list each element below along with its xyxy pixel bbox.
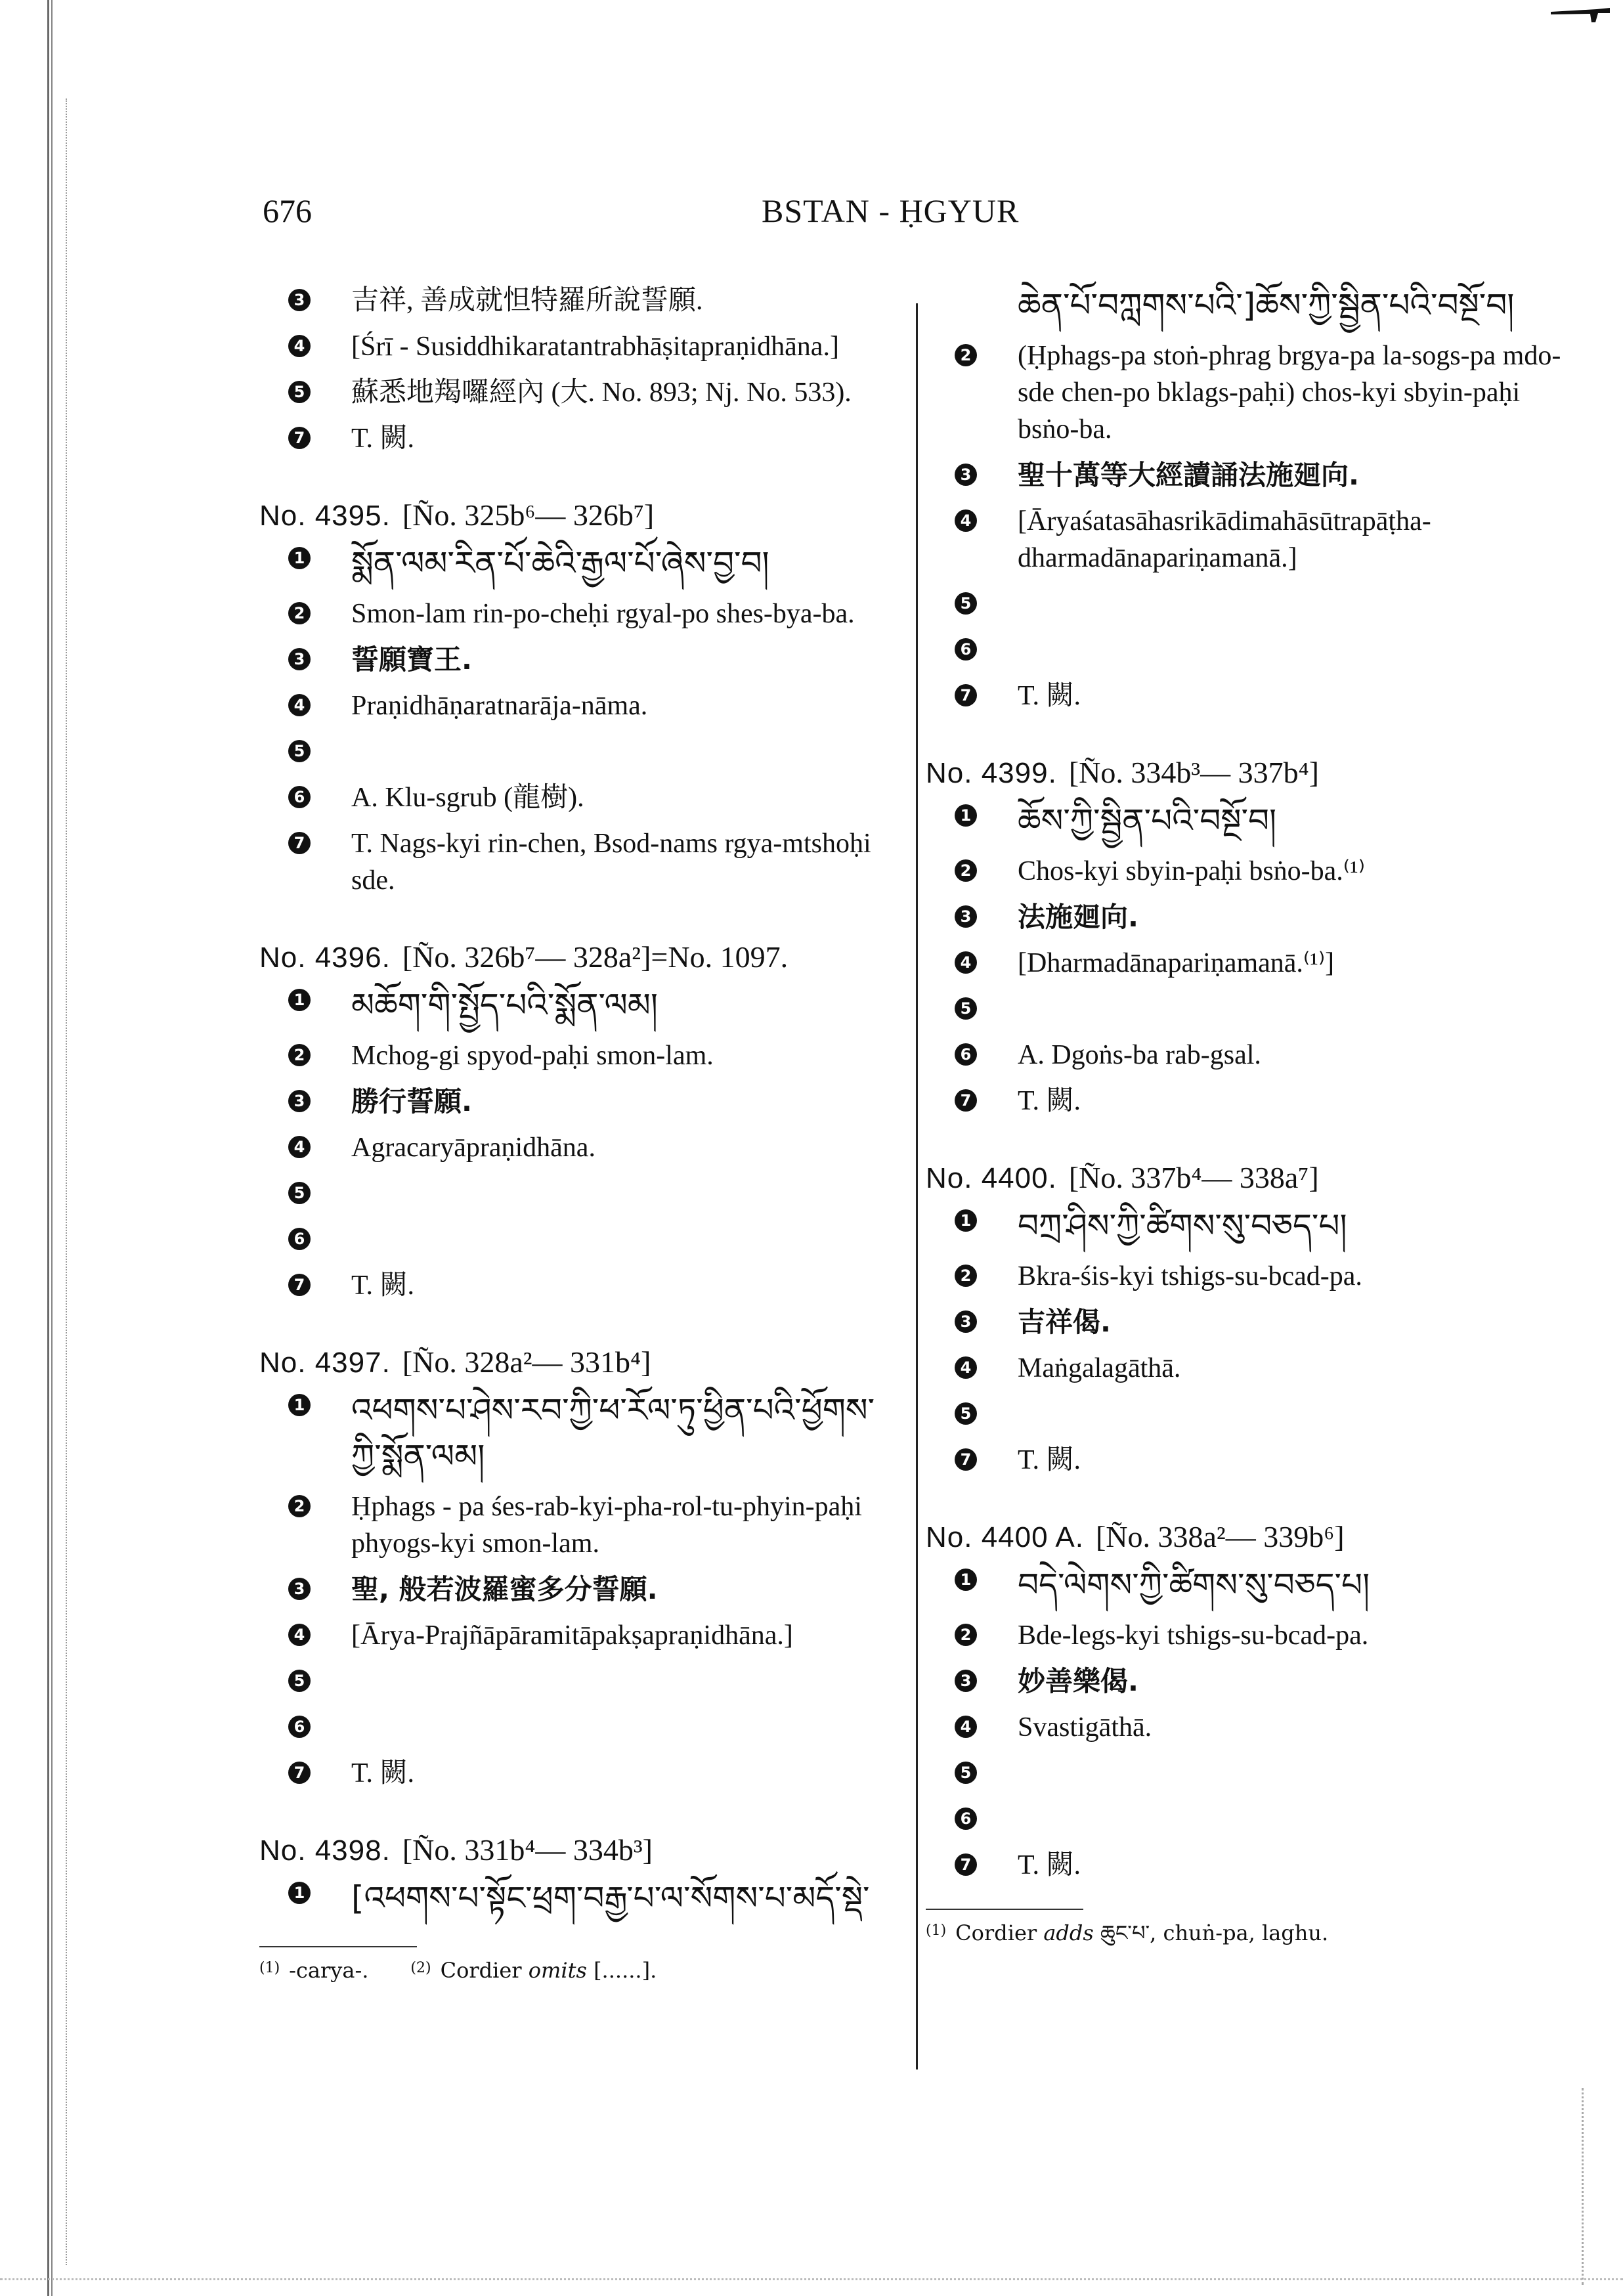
entry-field <box>259 1267 899 1304</box>
field-text: Bde-legs-kyi tshigs-su-bcad-pa. <box>1018 1620 1369 1651</box>
entry-field <box>926 503 1576 576</box>
entry-field <box>926 632 1576 668</box>
field-text: Chos-kyi sbyin-paḥi bsṅo-ba.⁽¹⁾ <box>1018 856 1366 886</box>
entry-field <box>259 1617 899 1654</box>
entry-field <box>926 1203 1576 1249</box>
entry-number: No. 4399. <box>926 757 1057 789</box>
tibetan-title: བཀྲ་ཤིས་ཀྱི་ཚིགས་སུ་བཅད་པ། <box>1018 1207 1347 1245</box>
folio-reference: [Ño. 334b³— 337b⁴] <box>1068 756 1319 789</box>
entry-heading <box>259 495 899 536</box>
footnote-rule <box>926 1909 1083 1910</box>
field-marker: 7 <box>955 1089 977 1112</box>
field-marker: 4 <box>288 694 311 716</box>
field-marker: 1 <box>288 989 311 1011</box>
page-number: 676 <box>263 192 312 229</box>
entry-field <box>926 1847 1576 1884</box>
continued-entry <box>926 282 1576 714</box>
field-marker: 4 <box>955 509 977 532</box>
field-text: 聖, 般若波羅蜜多分誓願. <box>351 1573 658 1605</box>
field-marker: 1 <box>288 1882 311 1904</box>
page-header <box>263 192 1090 244</box>
entry-field <box>926 1258 1576 1295</box>
entry-field <box>926 1037 1576 1073</box>
entry-number: No. 4395. <box>259 500 391 532</box>
entry-field <box>926 1304 1576 1341</box>
entry-heading <box>926 752 1576 794</box>
field-marker: 7 <box>955 1853 977 1876</box>
folio-reference: [Ño. 337b⁴— 338a⁷] <box>1068 1161 1319 1194</box>
entry-field <box>926 1801 1576 1838</box>
field-marker: 2 <box>288 1495 311 1517</box>
entry-field <box>259 1571 899 1608</box>
entry-field <box>259 1875 899 1921</box>
field-marker: 7 <box>955 1448 977 1471</box>
scan-edge-dots <box>66 98 70 2265</box>
entry-field <box>259 1221 899 1258</box>
entry-field <box>259 982 899 1028</box>
field-marker: 3 <box>955 1670 977 1692</box>
field-text: [Āryaśatasāhasrikādimahāsūtrapāṭha-dharmadānapariṇamanā.] <box>1018 506 1431 573</box>
field-marker: 4 <box>288 1136 311 1158</box>
field-marker: 3 <box>288 289 311 311</box>
entry-field <box>926 1755 1576 1792</box>
field-text: A. Dgoṅs-ba rab-gsal. <box>1018 1040 1261 1070</box>
field-text: [Śrī - Susiddhikaratantrabhāṣitapraṇidhāna.] <box>351 332 839 362</box>
entry-field <box>926 1442 1576 1479</box>
entry-field <box>259 1083 899 1120</box>
field-marker: 4 <box>288 1624 311 1646</box>
field-text: A. Klu-sgrub (龍樹). <box>351 783 584 813</box>
field-marker: 5 <box>955 997 977 1020</box>
entry-number: No. 4398. <box>259 1834 391 1867</box>
entry-field <box>259 687 899 724</box>
tibetan-title: [འཕགས་པ་སྟོང་ཕྲག་བརྒྱ་པ་ལ་སོགས་པ་མདོ་སྡེ་ <box>351 1879 870 1917</box>
field-text: 吉祥, 善成就怛特羅所說誓願. <box>351 286 703 316</box>
entry-field <box>926 991 1576 1028</box>
field-text: Praṇidhāṇaratnarāja-nāma. <box>351 691 648 721</box>
entry-field <box>926 899 1576 936</box>
scan-edge-right <box>1582 2088 1603 2285</box>
field-marker: 3 <box>288 1090 311 1112</box>
entry-field <box>926 853 1576 890</box>
footnotes <box>259 1955 899 1983</box>
entry-field <box>926 282 1576 328</box>
entry-field <box>926 457 1576 494</box>
field-text: [Dharmadānapariṇamanā.⁽¹⁾] <box>1018 948 1335 978</box>
entry-field <box>259 596 899 632</box>
footnote <box>926 1920 1328 1945</box>
field-text: Mchog-gi spyod-paḥi smon-lam. <box>351 1041 714 1071</box>
footnote-text: Cordier <box>955 1920 1037 1945</box>
field-marker: 2 <box>288 602 311 624</box>
entry-field <box>259 328 899 365</box>
field-marker: 1 <box>955 1569 977 1591</box>
scan-edge-bottom <box>0 2278 1623 2280</box>
entry-number: No. 4397. <box>259 1347 391 1379</box>
field-text: 吉祥偈. <box>1018 1306 1111 1338</box>
entry-number: No. 4400 A. <box>926 1521 1084 1553</box>
entry-field <box>926 1663 1576 1700</box>
field-text: T. 闕. <box>1018 1850 1081 1880</box>
field-marker: 7 <box>288 1274 311 1296</box>
field-marker: 5 <box>288 740 311 762</box>
footnote-rule <box>259 1946 417 1947</box>
entry-gap <box>926 714 1576 752</box>
entry-field <box>926 945 1576 982</box>
entry-field <box>259 282 899 319</box>
field-text: Maṅgalagāthā. <box>1018 1353 1181 1383</box>
entry-gap <box>259 1792 899 1830</box>
entry-field <box>259 1709 899 1746</box>
field-text: T. 闕. <box>1018 681 1081 711</box>
field-marker: 3 <box>288 648 311 670</box>
field-text: 妙善樂偈. <box>1018 1665 1138 1697</box>
entry-heading <box>259 1342 899 1383</box>
footnote-text: [......]. <box>594 1958 657 1983</box>
field-marker: 7 <box>955 684 977 706</box>
entry-field <box>259 540 899 586</box>
field-text: [Ārya-Prajñāpāramitāpakṣapraṇidhāna.] <box>351 1620 793 1651</box>
running-head: BSTAN - ḤGYUR <box>762 192 1020 229</box>
right-column <box>926 282 1576 1946</box>
entry-field <box>259 1037 899 1074</box>
entry-field <box>259 733 899 770</box>
column-divider <box>916 303 918 2069</box>
field-marker: 5 <box>288 1182 311 1204</box>
field-marker: 7 <box>288 427 311 449</box>
field-marker: 6 <box>955 1808 977 1830</box>
field-text: 法施廻向. <box>1018 901 1138 933</box>
entry-field <box>259 1755 899 1792</box>
catalog-entry <box>259 1830 899 1921</box>
field-marker: 3 <box>955 1310 977 1333</box>
entry-heading <box>926 1517 1576 1558</box>
entry-gap <box>259 1304 899 1342</box>
entry-number: No. 4396. <box>259 942 391 974</box>
entry-number: No. 4400. <box>926 1162 1057 1194</box>
field-marker: 3 <box>955 464 977 486</box>
entry-field <box>926 1396 1576 1433</box>
field-text: 聖十萬等大經讀誦法施廻向. <box>1018 459 1359 491</box>
tibetan-title: སྨོན་ལམ་རིན་པོ་ཆེའི་རྒྱལ་པོ་ཞེས་བྱ་བ། <box>351 544 769 582</box>
folio-reference: [Ño. 328a²— 331b⁴] <box>402 1345 651 1379</box>
field-marker: 3 <box>288 1578 311 1600</box>
footnote-mark: (1) <box>259 1960 280 1976</box>
entry-heading <box>259 937 899 978</box>
folio-reference: [Ño. 326b⁷— 328a²]=No. 1097. <box>402 940 789 974</box>
field-text: T. 闕. <box>351 1758 415 1788</box>
field-marker: 7 <box>288 832 311 854</box>
entry-field <box>926 1617 1576 1654</box>
field-marker: 5 <box>955 1402 977 1425</box>
footnote-text: -carya-. <box>289 1958 369 1983</box>
field-marker: 6 <box>288 1716 311 1738</box>
field-marker: 3 <box>955 905 977 928</box>
entry-field <box>926 678 1576 714</box>
field-marker: 2 <box>955 1624 977 1646</box>
footnote-emphasis: omits <box>528 1958 587 1983</box>
tibetan-title: བདེ་ལེགས་ཀྱི་ཚིགས་སུ་བཅད་པ། <box>1018 1566 1370 1604</box>
field-marker: 7 <box>288 1762 311 1784</box>
entry-field <box>926 1350 1576 1387</box>
field-text: T. 闕. <box>1018 1086 1081 1116</box>
tibetan-title: ཆོས་ཀྱི་སྦྱིན་པའི་བསྔོ་བ། <box>1018 802 1277 840</box>
field-marker: 6 <box>955 638 977 661</box>
field-text: 誓願寶王. <box>351 643 472 676</box>
catalog-entry <box>259 495 899 899</box>
entry-field <box>259 825 899 899</box>
field-marker: 6 <box>288 786 311 808</box>
entry-gap <box>259 899 899 937</box>
field-marker: 4 <box>955 1716 977 1738</box>
field-text: T. 闕. <box>351 1270 415 1301</box>
tibetan-title: འཕགས་པ་ཤེས་རབ་ཀྱི་ཕ་རོལ་ཏུ་ཕྱིན་པའི་ཕྱོགས་ཀྱི་སྨོན་ལམ། <box>351 1391 875 1475</box>
footnote-text: Cordier <box>440 1958 522 1983</box>
entry-field <box>259 1175 899 1212</box>
entry-gap <box>926 1119 1576 1158</box>
field-marker: 5 <box>288 381 311 403</box>
footnote-mark: (1) <box>926 1922 947 1939</box>
footnote-emphasis: adds <box>1043 1920 1094 1945</box>
tibetan-title: ཆེན་པོ་བཀླགས་པའི་]ཆོས་ཀྱི་སྦྱིན་པའི་བསྔོ་བ། <box>1018 286 1515 324</box>
field-marker: 2 <box>288 1044 311 1066</box>
field-marker: 5 <box>955 1762 977 1784</box>
field-text: 蘇悉地羯囉經內 (大. No. 893; Nj. No. 533). <box>351 378 852 408</box>
corner-mark <box>1551 5 1610 22</box>
folio-reference: [Ño. 331b⁴— 334b³] <box>402 1833 653 1867</box>
catalog-entry <box>926 1158 1576 1479</box>
continued-entry <box>259 282 899 457</box>
field-marker: 1 <box>955 1209 977 1232</box>
footnote <box>410 1958 657 1983</box>
field-marker: 1 <box>955 804 977 827</box>
field-marker: 5 <box>955 592 977 615</box>
folio-reference: [Ño. 338a²— 339b⁶] <box>1095 1520 1345 1553</box>
entry-field <box>259 779 899 816</box>
footnote-text: ཆུང་པ་, chuṅ-pa, laghu. <box>1100 1920 1329 1945</box>
field-text: (Ḥphags-pa stoṅ-phrag brgya-pa la-sogs-pa mdo-sde chen-po bklags-paḥi) chos-kyi sbyin-paḥi bsṅo-ba. <box>1018 341 1561 444</box>
entry-field <box>926 1709 1576 1746</box>
folio-reference: [Ño. 325b⁶— 326b⁷] <box>402 498 655 532</box>
entry-heading <box>259 1830 899 1871</box>
entry-gap <box>926 1479 1576 1517</box>
field-marker: 4 <box>288 335 311 357</box>
field-text: 勝行誓願. <box>351 1085 472 1117</box>
field-marker: 2 <box>955 1265 977 1287</box>
entry-field <box>259 420 899 457</box>
entry-field <box>926 586 1576 622</box>
entry-field <box>259 1129 899 1166</box>
footnotes <box>926 1918 1576 1946</box>
catalog-entry <box>926 752 1576 1119</box>
field-text: Bkra-śis-kyi tshigs-su-bcad-pa. <box>1018 1261 1362 1291</box>
field-text: Agracaryāpraṇidhāna. <box>351 1133 595 1163</box>
field-marker: 6 <box>288 1228 311 1250</box>
catalog-entry <box>259 937 899 1304</box>
field-text: Svastigāthā. <box>1018 1712 1152 1743</box>
field-marker: 2 <box>955 344 977 366</box>
entry-field <box>926 1083 1576 1119</box>
catalog-entry <box>259 1342 899 1792</box>
field-marker: 5 <box>288 1670 311 1692</box>
entry-field <box>259 641 899 678</box>
field-marker: 6 <box>955 1043 977 1066</box>
field-marker: 4 <box>955 1356 977 1379</box>
footnote <box>259 1958 368 1983</box>
field-marker: 1 <box>288 1394 311 1416</box>
field-text: T. 闕. <box>351 423 415 454</box>
footnote-mark: (2) <box>410 1960 431 1976</box>
field-marker: 1 <box>288 547 311 569</box>
field-marker: 4 <box>955 951 977 974</box>
entry-field <box>926 798 1576 844</box>
entry-field <box>926 337 1576 448</box>
entry-gap <box>259 457 899 495</box>
scan-edge-left <box>47 0 54 2296</box>
entry-field <box>259 1663 899 1700</box>
field-text: T. 闕. <box>1018 1445 1081 1475</box>
entry-field <box>926 1562 1576 1608</box>
catalog-entry <box>926 1517 1576 1884</box>
entry-field <box>259 1488 899 1562</box>
entry-heading <box>926 1158 1576 1199</box>
field-text: T. Nags-kyi rin-chen, Bsod-nams rgya-mtshoḥi sde. <box>351 829 871 896</box>
field-text: Smon-lam rin-po-cheḥi rgyal-po shes-bya-ba. <box>351 599 855 629</box>
field-text: Ḥphags - pa śes-rab-kyi-pha-rol-tu-phyin-paḥi phyogs-kyi smon-lam. <box>351 1492 862 1559</box>
tibetan-title: མཆོག་གི་སྤྱོད་པའི་སྨོན་ལམ། <box>351 986 658 1024</box>
left-column <box>259 282 899 1983</box>
field-marker: 2 <box>955 859 977 882</box>
entry-field <box>259 374 899 411</box>
entry-field <box>259 1387 899 1479</box>
